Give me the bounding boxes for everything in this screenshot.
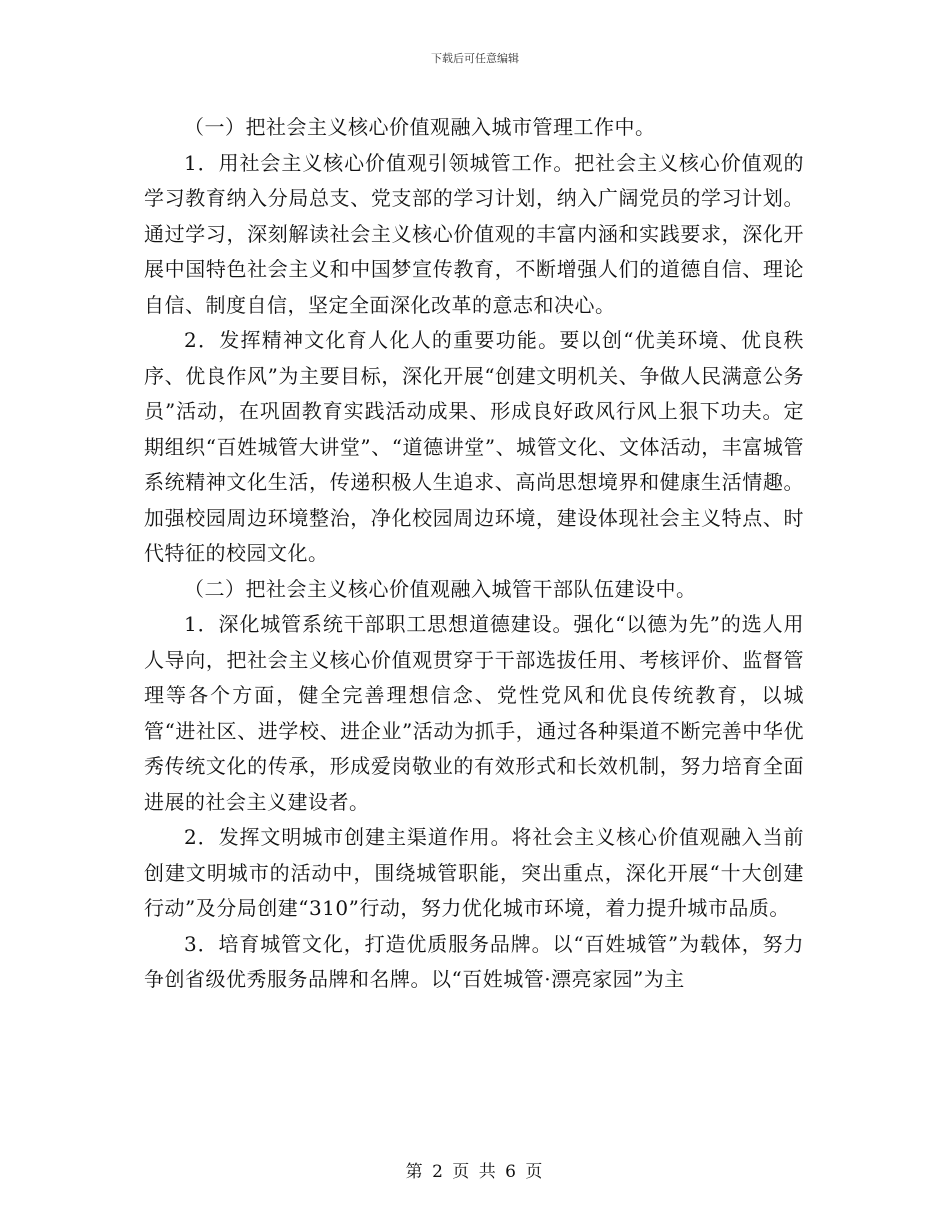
header-note: 下载后可任意编辑 <box>431 52 519 65</box>
paragraph: 1．深化城管系统干部职工思想道德建设。强化“以德为先”的选人用人导向，把社会主义核心价值观贯穿于干部选拔任用、考核评价、监督管理等各个方面，健全完善理想信念、党性党风和优良传统教育，以城管“进社区、进学校、进企业”活动为抓手，通过各种渠道不断完善中华优秀传统文化的传承，形成爱岗敬业的有效形式和长效机制，努力培育全面进展的社会主义建设者。 <box>144 612 804 814</box>
page-number: 第 2 页 共 6 页 <box>405 1162 545 1182</box>
paragraph: 1．用社会主义核心价值观引领城管工作。把社会主义核心价值观的学习教育纳入分局总支、党支部的学习计划，纳入广阔党员的学习计划。通过学习，深刻解读社会主义核心价值观的丰富内涵和实践要求，深化开展中国特色社会主义和中国梦宣传教育，不断增强人们的道德自信、理论自信、制度自信，坚定全面深化改革的意志和决心。 <box>144 150 804 317</box>
paragraph: 2．发挥精神文化育人化人的重要功能。要以创“优美环境、优良秩序、优良作风”为主要目标，深化开展“创建文明机关、争做人民满意公务员”活动，在巩固教育实践活动成果、形成良好政风行风上狠下功夫。定期组织“百姓城管大讲堂”、“道德讲堂”、城管文化、文体活动，丰富城管系统精神文化生活，传递积极人生追求、高尚思想境界和健康生活情趣。加强校园周边环境整治，净化校园周边环境，建设体现社会主义特点、时代特征的校园文化。 <box>144 328 804 565</box>
section-heading-2: （二）把社会主义核心价值观融入城管干部队伍建设中。 <box>184 576 697 601</box>
body-text <box>144 110 804 998</box>
section-heading-1: （一）把社会主义核心价值观融入城市管理工作中。 <box>184 115 656 139</box>
paragraph: 3．培育城管文化，打造优质服务品牌。以“百姓城管”为载体，努力争创省级优秀服务品牌和名牌。以“百姓城管·漂亮家园”为主 <box>144 931 804 991</box>
paragraph: 2．发挥文明城市创建主渠道作用。将社会主义核心价值观融入当前创建文明城市的活动中，围绕城管职能，突出重点，深化开展“十大创建行动”及分局创建“310”行动，努力优化城市环境，着力提升城市品质。 <box>144 825 804 920</box>
